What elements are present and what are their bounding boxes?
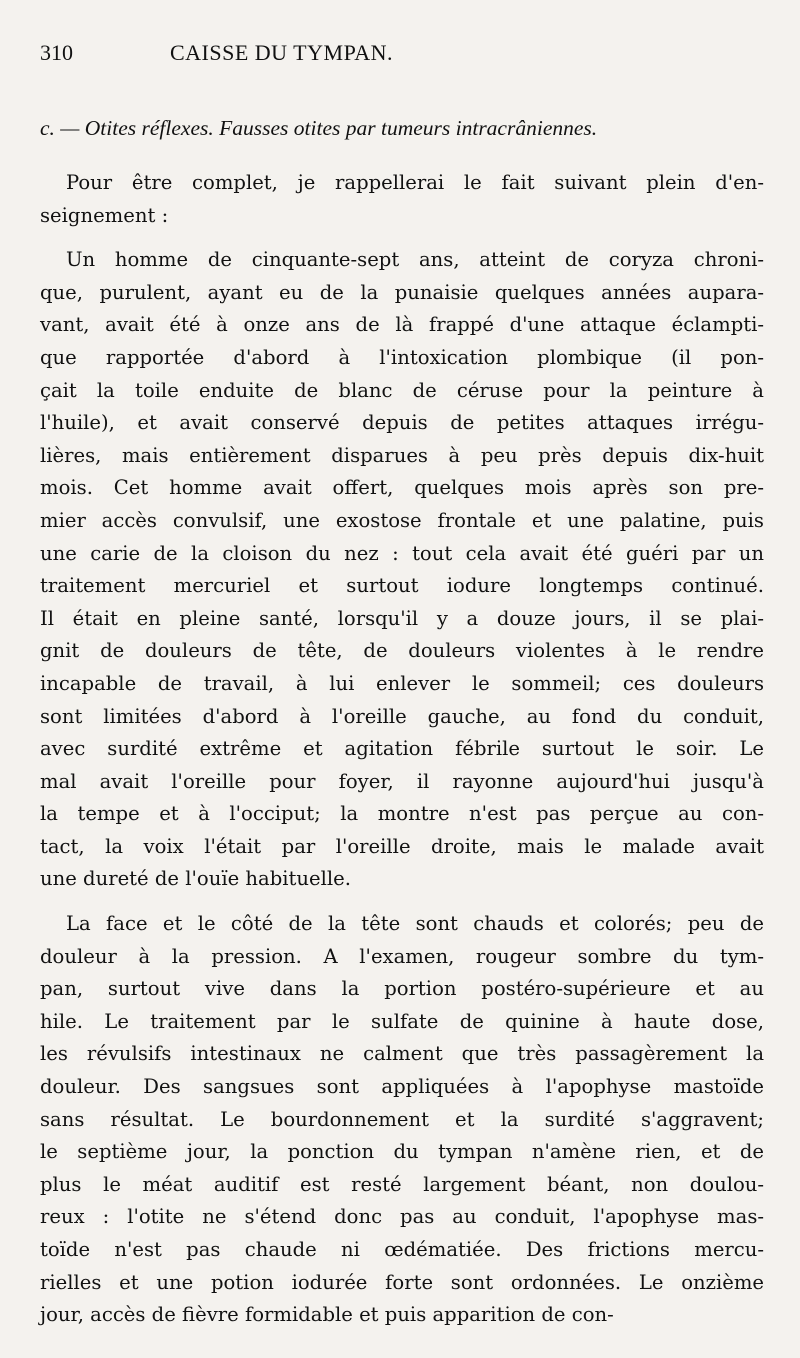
text-line: çait la toile enduite de blanc de céruse pour la peinture à bbox=[40, 378, 764, 402]
text-line: vant, avait été à onze ans de là frappé d'une attaque éclampti- bbox=[40, 313, 764, 337]
page-number: 310 bbox=[40, 40, 73, 65]
text-line: que, purulent, ayant eu de la punaisie quelques années aupara- bbox=[40, 280, 764, 304]
text-line: les révulsifs intestinaux ne calment que très passagèrement la bbox=[40, 1042, 764, 1066]
text-line: mier accès convulsif, une exostose frontale et une palatine, puis bbox=[40, 508, 764, 532]
text-line: pan, surtout vive dans la portion postéro-supérieure et au bbox=[40, 977, 764, 1001]
page-header bbox=[40, 40, 764, 80]
text-line: seignement : bbox=[40, 203, 169, 227]
text-line: La face et le côté de la tête sont chauds et colorés; peu de bbox=[66, 912, 764, 936]
text-line: incapable de travail, à lui enlever le sommeil; ces douleurs bbox=[40, 671, 764, 695]
body-text bbox=[40, 167, 764, 1332]
text-line: mal avait l'oreille pour foyer, il rayonne aujourd'hui jusqu'à bbox=[40, 769, 764, 793]
text-line: Il était en pleine santé, lorsqu'il y a douze jours, il se plai- bbox=[40, 606, 764, 630]
text-line: jour, accès de fièvre formidable et puis apparition de con- bbox=[40, 1303, 614, 1327]
text-line: Pour être complet, je rappellerai le fait suivant plein d'en- bbox=[66, 171, 764, 194]
text-line: une carie de la cloison du nez : tout cela avait été guéri par un bbox=[40, 541, 764, 565]
text-line: douleur à la pression. A l'examen, rougeur sombre du tym- bbox=[40, 944, 764, 968]
text-line: rielles et une potion iodurée forte sont ordonnées. Le onzième bbox=[40, 1270, 764, 1294]
text-line: plus le méat auditif est resté largement béant, non doulou- bbox=[40, 1172, 764, 1196]
running-title: CAISSE DU TYMPAN. bbox=[170, 40, 394, 65]
text-line: reux : l'otite ne s'étend donc pas au conduit, l'apophyse mas- bbox=[40, 1205, 764, 1229]
text-line: lières, mais entièrement disparues à peu près depuis dix-huit bbox=[40, 443, 764, 467]
text-line: tact, la voix l'était par l'oreille droite, mais le malade avait bbox=[40, 834, 764, 858]
text-line: l'huile), et avait conservé depuis de petites attaques irrégu- bbox=[40, 411, 764, 435]
text-line: sont limitées d'abord à l'oreille gauche, au fond du conduit, bbox=[40, 704, 764, 728]
text-line: mois. Cet homme avait offert, quelques mois après son pre- bbox=[40, 476, 764, 500]
text-line: avec surdité extrême et agitation fébrile surtout le soir. Le bbox=[40, 737, 764, 761]
text-line: gnit de douleurs de tête, de douleurs violentes à le rendre bbox=[40, 639, 764, 663]
text-line: que rapportée d'abord à l'intoxication plombique (il pon- bbox=[40, 345, 764, 369]
text-line: traitement mercuriel et surtout iodure longtemps continué. bbox=[40, 574, 764, 598]
paragraph bbox=[40, 908, 764, 1332]
text-line: toïde n'est pas chaude ni œdématiée. Des frictions mercu- bbox=[40, 1238, 764, 1261]
text-line: douleur. Des sangsues sont appliquées à l'apophyse mastoïde bbox=[40, 1075, 764, 1099]
paragraph bbox=[40, 244, 764, 896]
text-line: la tempe et à l'occiput; la montre n'est pas perçue au con- bbox=[40, 802, 764, 826]
text-line: une dureté de l'ouïe habituelle. bbox=[40, 867, 351, 891]
text-line: sans résultat. Le bourdonnement et la surdité s'aggravent; bbox=[40, 1107, 764, 1131]
text-line: le septième jour, la ponction du tympan n'amène rien, et de bbox=[40, 1140, 764, 1164]
section-subheading: c. — Otites réflexes. Fausses otites par tumeurs intracrâniennes. bbox=[40, 116, 598, 140]
text-line: hile. Le traitement par le sulfate de quinine à haute dose, bbox=[40, 1009, 764, 1033]
paragraph bbox=[40, 167, 764, 232]
text-line: Un homme de cinquante-sept ans, atteint de coryza chroni- bbox=[66, 248, 764, 272]
